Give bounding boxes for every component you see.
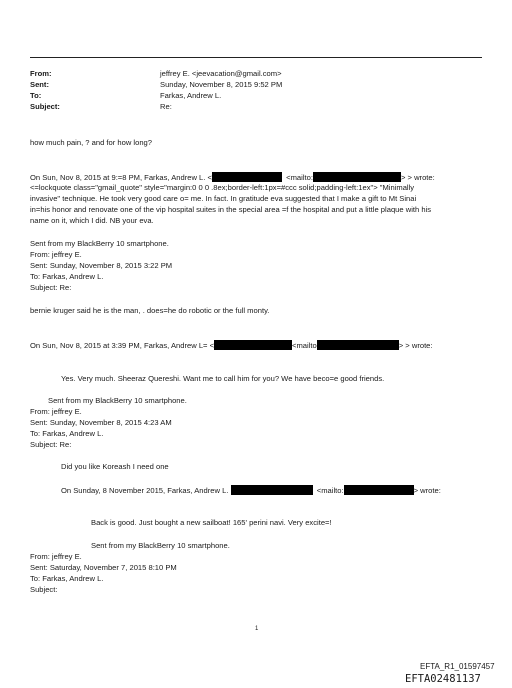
- body-line: Sent from my BlackBerry 10 smartphone.: [91, 541, 230, 550]
- wrote-text: > wrote:: [413, 486, 441, 495]
- mailto-text: <mailto:: [286, 173, 313, 182]
- subject-value: Re:: [160, 102, 172, 111]
- body-line: Subject: Re:: [30, 283, 72, 292]
- body-line: Sent: Sunday, November 8, 2015 3:22 PM: [30, 261, 173, 270]
- header-rule: [30, 57, 482, 58]
- redaction-bar: [214, 340, 292, 350]
- quote-attribution: [61, 485, 441, 496]
- body-line: invasive" technique. He took very good care o= me. In fact. In gratitude eva suggested that I make a gift to Mt Sinai: [30, 194, 417, 203]
- body-line: Sent: Saturday, November 7, 2015 8:10 PM: [30, 563, 177, 572]
- from-value: jeffrey E. <jeevacation@gmail.com>: [160, 69, 282, 78]
- quote-attribution: [30, 172, 435, 183]
- body-line: To: Farkas, Andrew L.: [30, 574, 104, 583]
- bates-number-primary: EFTA_R1_01597457: [420, 662, 495, 671]
- sent-label: Sent:: [30, 80, 49, 89]
- body-line: From: jeffrey E.: [30, 250, 82, 259]
- redaction-bar: [344, 485, 414, 495]
- page-number: 1: [255, 626, 259, 632]
- attribution-text: On Sunday, 8 November 2015, Farkas, Andrew L.: [61, 486, 229, 495]
- to-value: Farkas, Andrew L.: [160, 91, 222, 100]
- body-line: Sent: Sunday, November 8, 2015 4:23 AM: [30, 418, 172, 427]
- quote-attribution: [30, 340, 433, 351]
- body-line: Sent from my BlackBerry 10 smartphone.: [48, 396, 187, 405]
- from-label: From:: [30, 69, 52, 78]
- redaction-bar: [231, 485, 313, 495]
- redaction-bar: [317, 340, 399, 350]
- body-line: Back is good. Just bought a new sailboat! 165' perini navi. Very excite=!: [91, 518, 332, 527]
- body-line: Sent from my BlackBerry 10 smartphone.: [30, 239, 169, 248]
- attribution-text: On Sun, Nov 8, 2015 at 9:=8 PM, Farkas, Andrew L. <: [30, 173, 212, 182]
- bates-number-secondary: EFTA02481137: [405, 673, 481, 685]
- body-line: From: jeffrey E.: [30, 407, 82, 416]
- body-line: in=his honor and renovate one of the vip hospital suites in the special area =f the hospital and put a little plaque with his: [30, 205, 432, 214]
- body-line: Subject:: [30, 585, 58, 594]
- sent-value: Sunday, November 8, 2015 9:52 PM: [160, 80, 283, 89]
- redaction-bar: [212, 172, 282, 182]
- body-line: bernie kruger said he is the man, . does=he do robotic or the full monty.: [30, 306, 270, 315]
- body-line: Yes. Very much. Sheeraz Quereshi. Want me to call him for you? We have beco=e good friends.: [61, 374, 385, 383]
- attribution-text: On Sun, Nov 8, 2015 at 3:39 PM, Farkas, Andrew L= <: [30, 341, 215, 350]
- subject-label: Subject:: [30, 102, 60, 111]
- redaction-bar: [313, 172, 401, 182]
- body-line: name on it, which I did. NB your eva.: [30, 216, 154, 225]
- body-line: <=lockquote class="gmail_quote" style="margin:0 0 0 .8ex;border-left:1px=#ccc solid;padding-left:1ex"> "Minimally: [30, 183, 415, 192]
- body-line: Subject: Re:: [30, 440, 72, 449]
- body-line: From: jeffrey E.: [30, 552, 82, 561]
- mailto-text: <mailto: [292, 341, 317, 350]
- wrote-text: > > wrote:: [400, 173, 435, 182]
- mailto-text: <mailto:: [316, 486, 344, 495]
- body-line: how much pain, ? and for how long?: [30, 138, 153, 147]
- body-line: To: Farkas, Andrew L.: [30, 272, 104, 281]
- wrote-text: > > wrote:: [398, 341, 433, 350]
- body-line: To: Farkas, Andrew L.: [30, 429, 104, 438]
- body-line: Did you like Koreash I need one: [61, 462, 169, 471]
- to-label: To:: [30, 91, 42, 100]
